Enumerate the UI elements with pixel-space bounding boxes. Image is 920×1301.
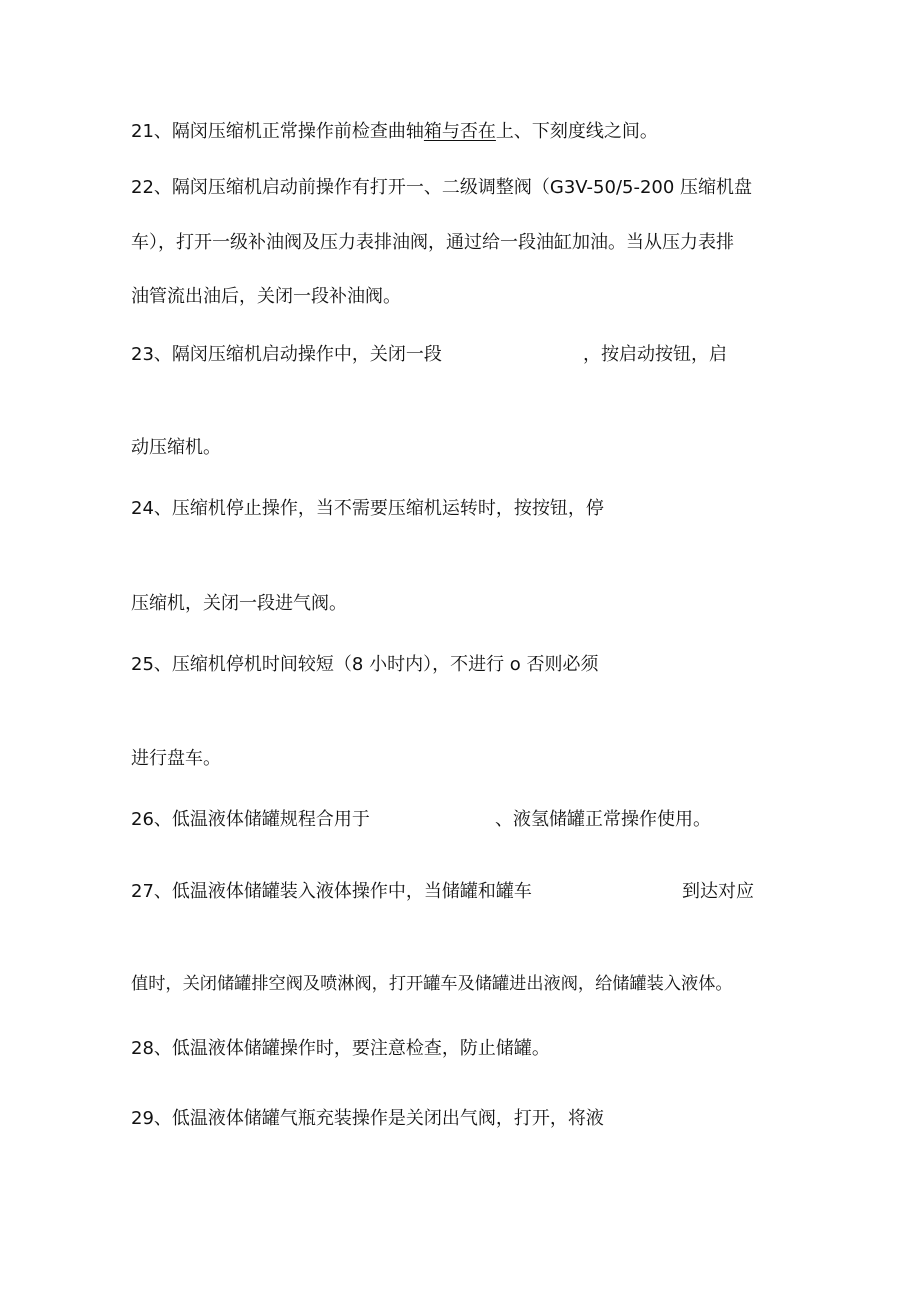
question-26-line-1-part-2: 、液氢储罐正常操作使用。 — [495, 809, 711, 830]
question-23-line-1 — [131, 343, 442, 367]
question-29-line-1: 29、低温液体储罐气瓶充装操作是关闭出气阀，打开，将液 — [131, 1108, 604, 1129]
question-22-line-2: 车），打开一级补油阀及压力表排油阀，通过给一段油缸加油。当从压力表排 — [131, 232, 734, 253]
question-27-line-2: 值时，关闭储罐排空阀及喷淋阀，打开罐车及储罐进出液阀，给储罐装入液体。 — [131, 974, 733, 994]
question-27-line-1-part-1: 27、低温液体储罐装入液体操作中，当储罐和罐车 — [131, 881, 532, 902]
question-28-line-1: 28、低温液体储罐操作时，要注意检查，防止储罐。 — [131, 1038, 550, 1059]
question-27-line-1-part-2: 到达对应 — [682, 881, 754, 902]
question-21-underlined-text: 箱与否在 — [423, 121, 496, 142]
question-24-line-1: 24、压缩机停止操作，当不需要压缩机运转时，按按钮，停 — [131, 498, 604, 519]
question-21 — [131, 120, 658, 144]
question-21-text-before: 21、隔闵压缩机正常操作前检查曲轴 — [131, 121, 424, 142]
question-23-line-2: 动压缩机。 — [131, 437, 221, 458]
question-22-line-3: 油管流出油后，关闭一段补油阀。 — [131, 286, 401, 307]
question-25-line-2: 进行盘车。 — [131, 748, 221, 769]
question-23-text-part-1: 23、隔闵压缩机启动操作中，关闭一段 — [131, 344, 442, 365]
question-25-line-1: 25、压缩机停机时间较短（8 小时内），不进行 o 否则必须 — [131, 654, 599, 675]
question-24-line-2: 压缩机，关闭一段进气阀。 — [131, 593, 347, 614]
question-26-line-1-part-1: 26、低温液体储罐规程合用于 — [131, 809, 370, 830]
question-21-text-after: 上、下刻度线之间。 — [495, 121, 658, 142]
question-22-line-1: 22、隔闵压缩机启动前操作有打开一、二级调整阀（G3V-50/5-200 压缩机盘 — [131, 177, 753, 198]
question-23-line-1-continuation: ，按启动按钮，启 — [583, 344, 727, 365]
